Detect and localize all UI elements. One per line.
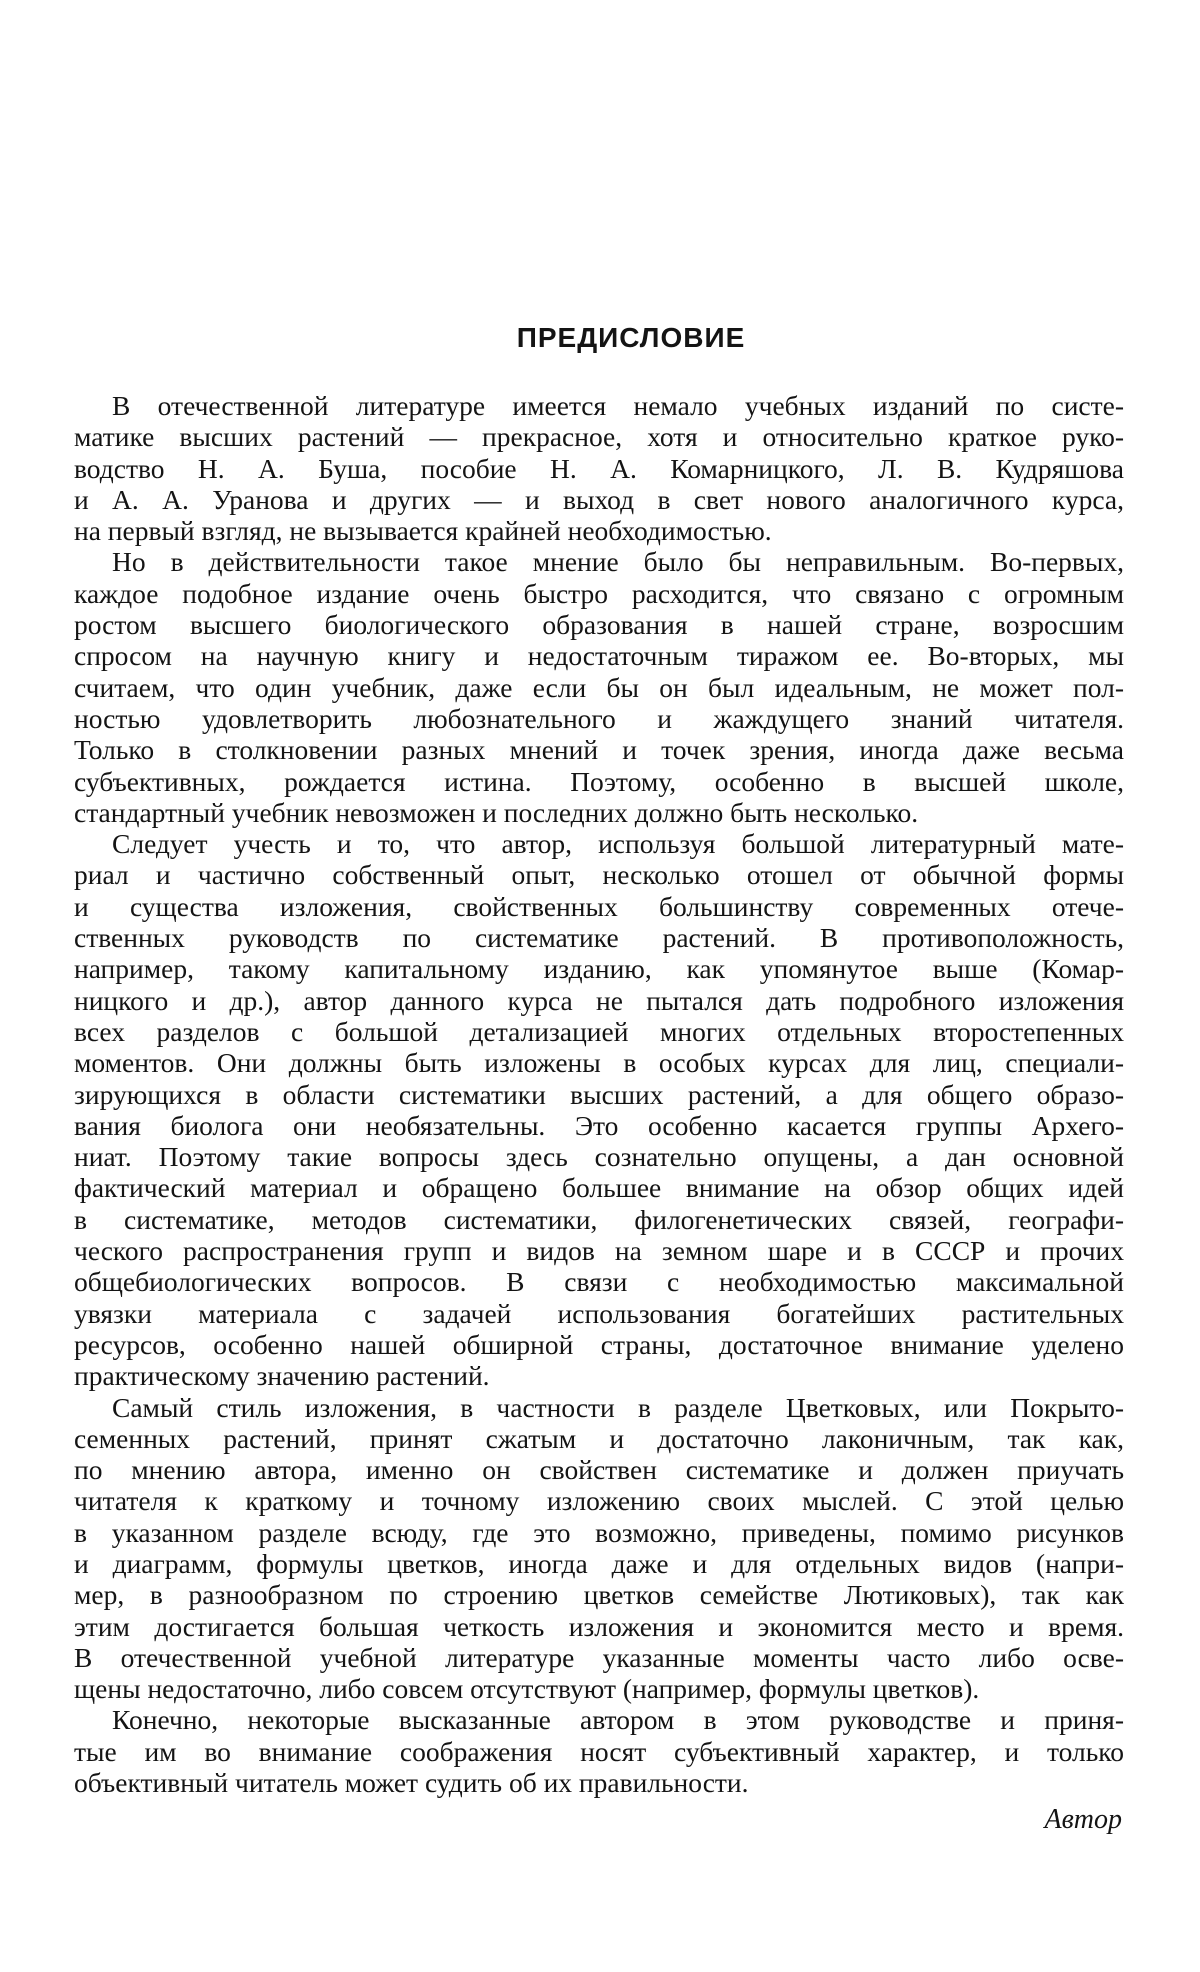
text-line: на первый взгляд, не вызывается крайней необходимостью. xyxy=(74,515,772,547)
text-line: мер, в разнообразном по строению цветков семействе Лютиковых), так как xyxy=(74,1579,1124,1611)
text-line: и А. А. Уранова и других — и выход в свет нового аналогичного курса, xyxy=(74,483,1124,515)
preface-title: ПРЕДИСЛОВИЕ xyxy=(516,322,746,353)
text-line: в указанном разделе всюду, где это возможно, приведены, помимо рисунков xyxy=(74,1516,1124,1548)
text-line: Следует учесть и то, что автор, используя большой литературный мате- xyxy=(112,828,1124,860)
text-line: семенных растений, принят сжатым и достаточно лаконичным, так как, xyxy=(74,1422,1124,1454)
text-line: ресурсов, особенно нашей обширной страны, достаточное внимание уделено xyxy=(74,1328,1124,1360)
text-line: читателя к краткому и точному изложению своих мыслей. С этой целью xyxy=(74,1485,1124,1517)
paragraph xyxy=(74,828,1124,1391)
paragraph xyxy=(74,546,1124,828)
text-line: фактический материал и обращено большее внимание на обзор общих идей xyxy=(74,1172,1124,1204)
text-line: спросом на научную книгу и недостаточным тиражом ее. Во-вторых, мы xyxy=(74,640,1124,672)
text-line: увязки материала с задачей использования богатейших растительных xyxy=(74,1297,1124,1329)
text-line: ростом высшего биологического образования в нашей стране, возросшим xyxy=(74,609,1124,641)
text-line: общебиологических вопросов. В связи с необходимостью максимальной xyxy=(74,1266,1124,1298)
paragraph xyxy=(74,1392,1124,1705)
text-line: ственных руководств по систематике растений. В противоположность, xyxy=(74,922,1124,954)
text-line: стандартный учебник невозможен и последних должно быть несколько. xyxy=(74,796,919,828)
text-line: субъективных, рождается истина. Поэтому, особенно в высшей школе, xyxy=(74,765,1124,797)
text-line: и существа изложения, свойственных большинству современных отече- xyxy=(74,890,1124,922)
text-line: например, такому капитальному изданию, как упомянутое выше (Комар- xyxy=(74,953,1124,985)
preface-page xyxy=(74,322,1124,1836)
text-line: тые им во внимание соображения носят субъективный характер, и только xyxy=(74,1735,1124,1767)
preface-body xyxy=(74,390,1124,1798)
text-line: моментов. Они должны быть изложены в особых курсах для лиц, специали- xyxy=(74,1047,1124,1079)
text-line: ниат. Поэтому такие вопросы здесь сознательно опущены, а дан основной xyxy=(74,1141,1124,1173)
text-line: В отечественной учебной литературе указанные моменты часто либо осве- xyxy=(74,1641,1124,1673)
text-line: ницкого и др.), автор данного курса не пытался дать подробного изложения xyxy=(74,984,1124,1016)
text-line: этим достигается большая четкость изложения и экономится место и время. xyxy=(74,1610,1124,1642)
text-line: ческого распространения групп и видов на земном шаре и в СССР и прочих xyxy=(74,1235,1124,1267)
text-line: и диаграмм, формулы цветков, иногда даже и для отдельных видов (напри- xyxy=(74,1547,1124,1579)
text-line: матике высших растений — прекрасное, хотя и относительно краткое руко- xyxy=(74,421,1124,453)
text-line: объективный читатель может судить об их правильности. xyxy=(74,1767,749,1799)
text-line: риал и частично собственный опыт, несколько отошел от обычной формы xyxy=(74,859,1124,891)
text-line: Но в действительности такое мнение было бы неправильным. Во-первых, xyxy=(112,546,1124,578)
text-line: Только в столкновении разных мнений и точек зрения, иногда даже весьма xyxy=(74,734,1124,766)
text-line: В отечественной литературе имеется немало учебных изданий по систе- xyxy=(112,390,1124,421)
text-line: считаем, что один учебник, даже если бы он был идеальным, не может пол- xyxy=(74,671,1124,703)
paragraph xyxy=(74,390,1124,546)
text-line: щены недостаточно, либо совсем отсутствуют (например, формулы цветков). xyxy=(74,1673,980,1705)
author-signature: Автор xyxy=(1044,1804,1122,1836)
text-line: по мнению автора, именно он свойствен систематике и должен приучать xyxy=(74,1454,1124,1486)
text-line: зирующихся в области систематики высших растений, а для общего образо- xyxy=(74,1078,1124,1110)
text-line: практическому значению растений. xyxy=(74,1360,490,1392)
text-line: всех разделов с большой детализацией многих отдельных второстепенных xyxy=(74,1015,1124,1047)
text-line: Самый стиль изложения, в частности в разделе Цветковых, или Покрыто- xyxy=(112,1391,1124,1423)
text-line: каждое подобное издание очень быстро расходится, что связано с огромным xyxy=(74,577,1124,609)
text-line: вания биолога они необязательны. Это особенно касается группы Архего- xyxy=(74,1109,1124,1141)
text-line: в систематике, методов систематики, филогенетических связей, географи- xyxy=(74,1203,1124,1235)
text-line: водство Н. А. Буша, пособие Н. А. Комарницкого, Л. В. Кудряшова xyxy=(74,452,1124,484)
text-line: Конечно, некоторые высказанные автором в этом руководстве и приня- xyxy=(112,1704,1124,1736)
paragraph xyxy=(74,1704,1124,1798)
text-line: ностью удовлетворить любознательного и жаждущего знаний читателя. xyxy=(74,702,1124,734)
